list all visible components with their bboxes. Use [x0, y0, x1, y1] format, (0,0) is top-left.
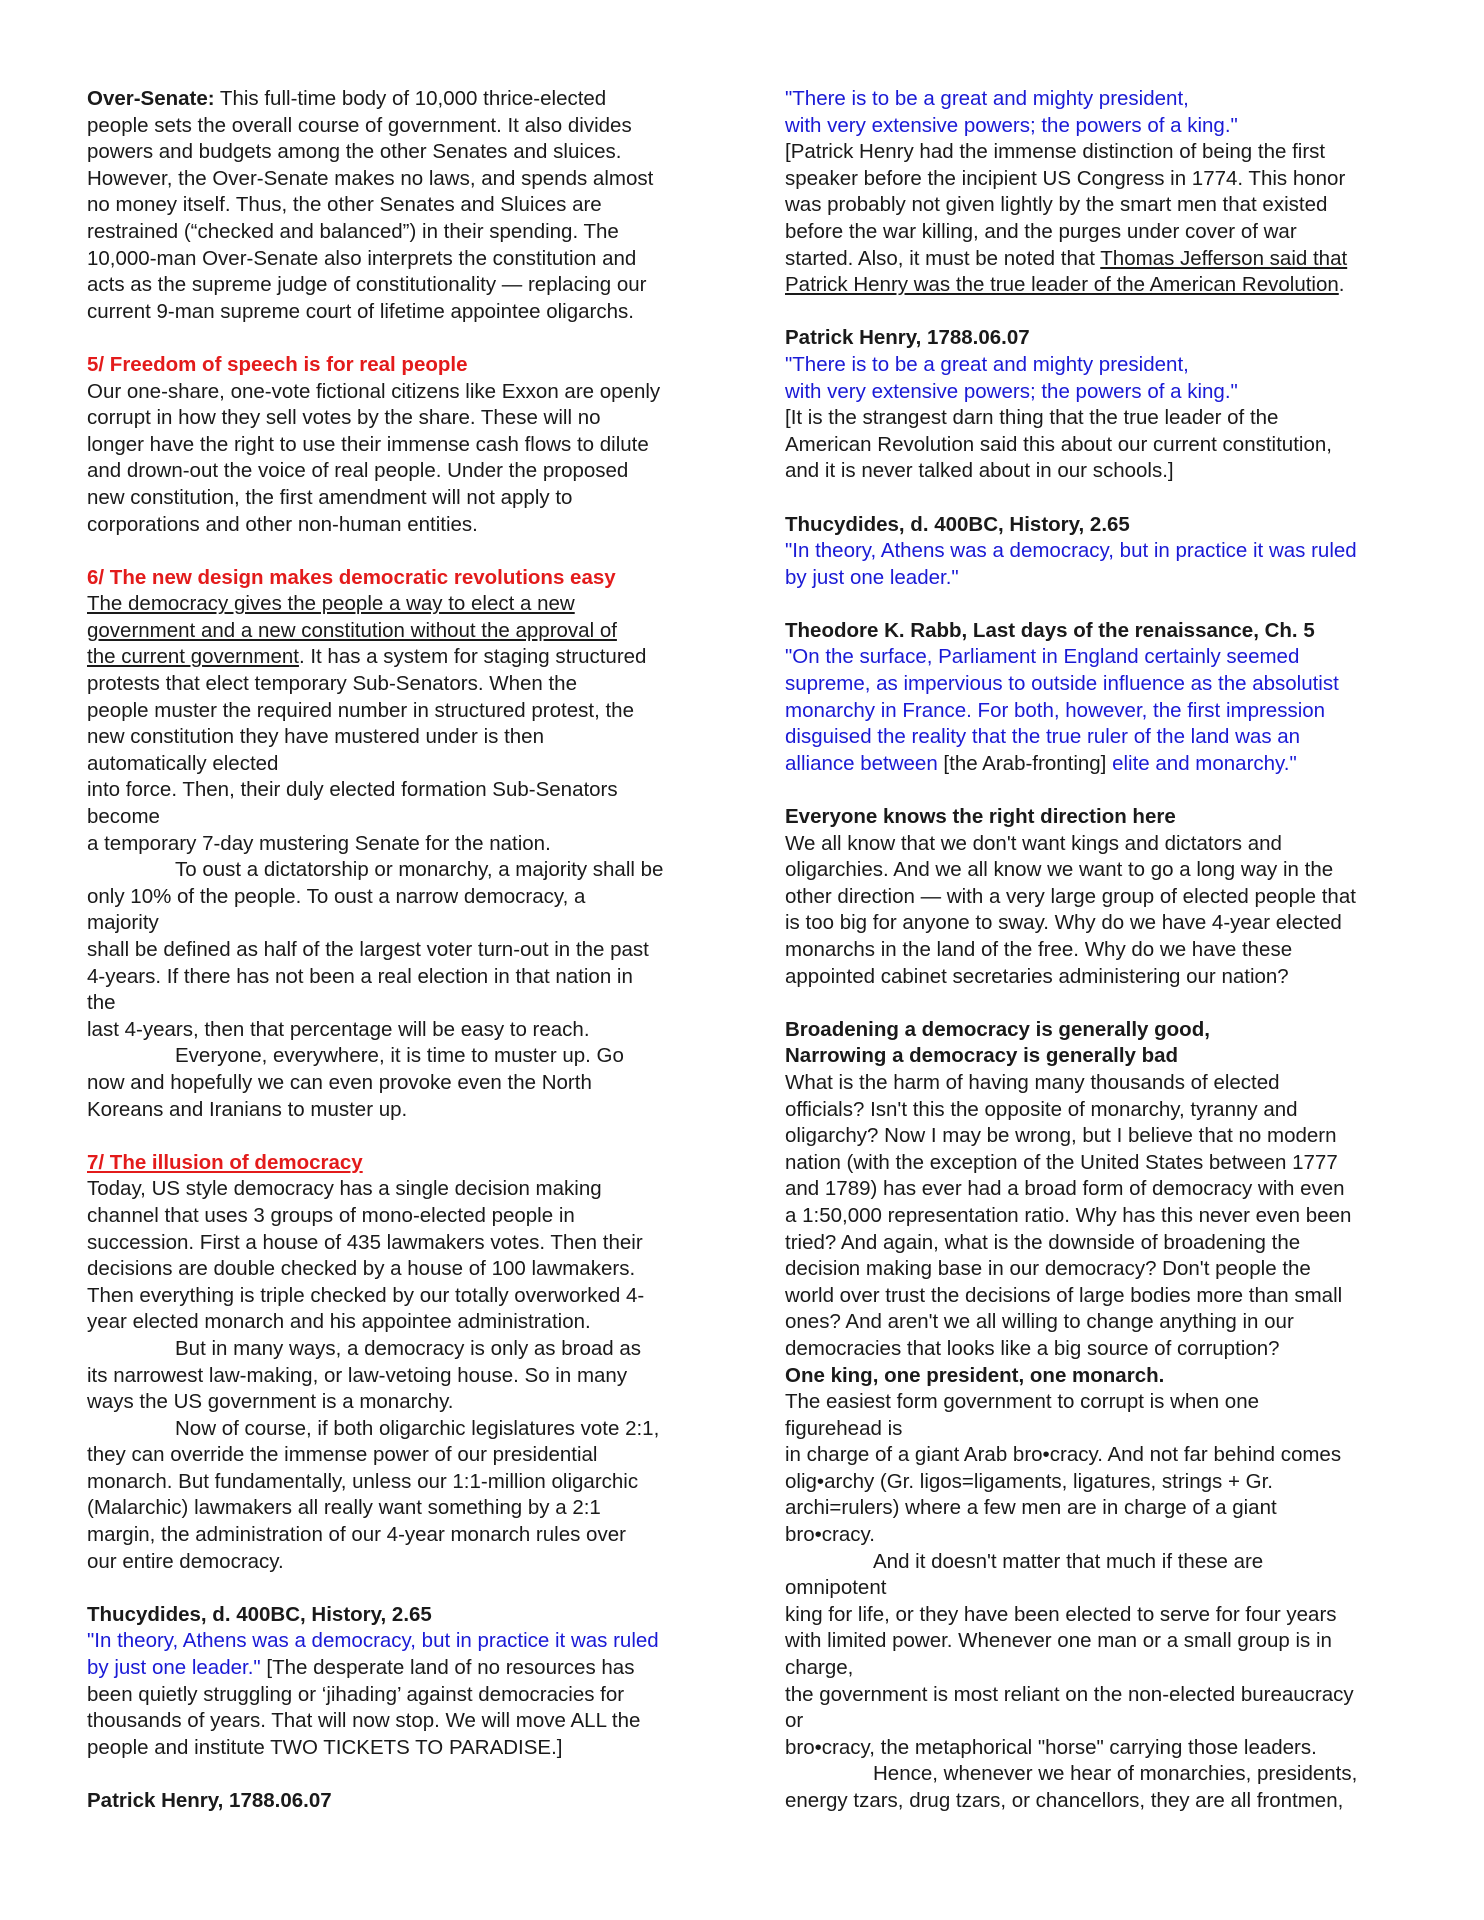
text-line: ones? And aren't we all willing to change anything in our [785, 1310, 1294, 1334]
indented-text: But in many ways, a democracy is only as broad as [175, 1336, 642, 1360]
text-line: succession. First a house of 435 lawmakers votes. Then their [87, 1230, 643, 1254]
text-line: 4-years. If there has not been a real election in that nation in [87, 964, 633, 988]
text-line: We all know that we don't want kings and dictators and [785, 831, 1282, 855]
text-line: archi=rulers) where a few men are in charge of a giant [785, 1496, 1277, 1520]
text-line: speaker before the incipient US Congress in 1774. This honor [785, 166, 1346, 190]
text-line: last 4-years, then that percentage will be easy to reach. [87, 1017, 590, 1041]
text-line: current 9-man supreme court of lifetime appointee oligarchs. [87, 299, 634, 323]
text-span: started. Also, it must be noted that [785, 246, 1101, 270]
text-line [87, 1416, 712, 1443]
text-line: before the war killing, and the purges under cover of war [785, 219, 1297, 243]
patrick-henry-citation: Patrick Henry, 1788.06.07 [785, 326, 1030, 350]
text-line: a temporary 7-day mustering Senate for the nation. [87, 831, 551, 855]
over-senate-term: Over-Senate: [87, 87, 215, 110]
underlined-line: government and a new constitution without the approval of [87, 618, 617, 642]
text-line: and 1789) has ever had a broad form of democracy with even [785, 1177, 1345, 1201]
text-line: corrupt in how they sell votes by the share. These will no [87, 406, 601, 430]
text-line [87, 1655, 712, 1682]
text-line: and it is never talked about in our schools.] [785, 459, 1174, 483]
text-line: protests that elect temporary Sub-Senators. When the [87, 672, 577, 696]
quote-line: monarchy in France. For both, however, the first impression [785, 698, 1326, 722]
text-line: democracies that looks like a big source of corruption? [785, 1336, 1280, 1360]
text-line [87, 857, 712, 884]
underlined-text: Thomas Jefferson said that [1100, 246, 1348, 270]
text-line: its narrowest law-making, or law-vetoing house. So in many [87, 1363, 628, 1387]
quote-line: "There is to be a great and mighty president, [785, 352, 1189, 376]
text-line: majority [87, 911, 159, 935]
text-line: the [87, 991, 116, 1015]
text-line: new constitution, the first amendment will not apply to [87, 485, 573, 509]
text-line [87, 644, 712, 671]
text-line: Our one-share, one-vote fictional citizens like Exxon are openly [87, 379, 661, 403]
quote-text: by just one leader." [87, 1656, 261, 1680]
quote-line: "In theory, Athens was a democracy, but in practice it was ruled [87, 1629, 659, 1653]
text-line: automatically elected [87, 751, 279, 775]
underlined-line: The democracy gives the people a way to elect a new [87, 592, 575, 616]
text-line: What is the harm of having many thousands of elected [785, 1070, 1280, 1094]
text-line: oligarchy? Now I may be wrong, but I believe that no modern [785, 1124, 1337, 1148]
right-column [785, 86, 1410, 1815]
text-line: was probably not given lightly by the smart men that existed [785, 193, 1328, 217]
rabb-citation: Theodore K. Rabb, Last days of the renaissance, Ch. 5 [785, 618, 1315, 642]
quote-line [785, 751, 1410, 778]
text-line: tried? And again, what is the downside of broadening the [785, 1230, 1301, 1254]
quote-line: "On the surface, Parliament in England certainly seemed [785, 645, 1300, 669]
text-line: Koreans and Iranians to muster up. [87, 1097, 408, 1121]
text-line: restrained (“checked and balanced”) in their spending. The [87, 219, 619, 243]
text-line: a 1:50,000 representation ratio. Why has this never even been [785, 1203, 1352, 1227]
text-line: people sets the overall course of government. It also divides [87, 113, 632, 137]
text-line: in charge of a giant Arab bro•cracy. And not far behind comes [785, 1443, 1342, 1467]
over-senate-paragraph [87, 86, 712, 113]
text-line: appointed cabinet secretaries administering our nation? [785, 964, 1289, 988]
right-direction-heading: Everyone knows the right direction here [785, 805, 1176, 829]
text-line: monarch. But fundamentally, unless our 1:1-million oligarchic [87, 1469, 639, 1493]
text-line: bro•cracy. [785, 1523, 875, 1547]
quote-text: elite and monarchy." [1106, 751, 1297, 775]
text-line: channel that uses 3 groups of mono-elected people in [87, 1203, 575, 1227]
text-line: shall be defined as half of the largest voter turn-out in the past [87, 938, 649, 961]
text-line: olig•archy (Gr. ligos=ligaments, ligatures, strings + Gr. [785, 1469, 1273, 1493]
text-line: they can override the immense power of our presidential [87, 1443, 598, 1467]
text-line [87, 1043, 712, 1070]
text-line: monarchs in the land of the free. Why do we have these [785, 938, 1293, 961]
text-line: nation (with the exception of the United States between 1777 [785, 1150, 1338, 1174]
text-line [785, 246, 1410, 273]
text-line: no money itself. Thus, the other Senates and Sluices are [87, 193, 602, 217]
text-line: American Revolution said this about our current constitution, [785, 432, 1332, 456]
text-line: powers and budgets among the other Senates and sluices. [87, 140, 622, 164]
quote-line: disguised the reality that the true ruler of the land was an [785, 725, 1301, 749]
indented-text: Hence, whenever we hear of monarchies, presidents, [873, 1762, 1358, 1786]
text-line: omnipotent [785, 1576, 887, 1600]
text-line: officials? Isn't this the opposite of monarchy, tyranny and [785, 1097, 1298, 1121]
text-line: is too big for anyone to sway. Why do we have 4-year elected [785, 911, 1342, 935]
text-line: longer have the right to use their immense cash flows to dilute [87, 432, 649, 456]
text-line: The easiest form government to corrupt is when one [785, 1390, 1260, 1414]
one-king-heading: One king, one president, one monarch. [785, 1363, 1165, 1387]
quote-line: "In theory, Athens was a democracy, but in practice it was ruled [785, 539, 1357, 563]
text-span: [The desperate land of no resources has [260, 1656, 635, 1680]
indented-text: Everyone, everywhere, it is time to muster up. Go [175, 1044, 624, 1068]
text-line: decisions are double checked by a house of 100 lawmakers. [87, 1257, 636, 1281]
text-line: other direction — with a very large group of elected people that [785, 884, 1356, 908]
left-column [87, 86, 712, 1815]
text-line [785, 272, 1410, 299]
section-6-heading: 6/ The new design makes democratic revolutions easy [87, 565, 616, 589]
text-line: year elected monarch and his appointee administration. [87, 1310, 591, 1334]
quote-line: supreme, as impervious to outside influence as the absolutist [785, 672, 1339, 696]
thucydides-citation: Thucydides, d. 400BC, History, 2.65 [785, 512, 1130, 536]
text-span: . [1338, 273, 1345, 297]
text-line: with limited power. Whenever one man or a small group is in [785, 1629, 1332, 1653]
quote-text: alliance between [785, 751, 944, 775]
underlined-text: Patrick Henry was the true leader of the American Revolution [785, 273, 1339, 297]
text-line: now and hopefully we can even provoke even the North [87, 1070, 592, 1094]
text-line: figurehead is [785, 1416, 903, 1440]
text-line: energy tzars, drug tzars, or chancellors, they are all frontmen, [785, 1789, 1344, 1812]
text-line: the government is most reliant on the non-elected bureaucracy [785, 1682, 1354, 1706]
text-line: only 10% of the people. To oust a narrow democracy, a [87, 884, 586, 908]
broadening-heading: Broadening a democracy is generally good, [785, 1017, 1210, 1041]
thucydides-citation: Thucydides, d. 400BC, History, 2.65 [87, 1602, 432, 1626]
text-line [785, 1549, 1410, 1576]
quote-line: by just one leader." [785, 565, 959, 589]
text-line: new constitution they have mustered under is then [87, 725, 544, 749]
indented-text: To oust a dictatorship or monarchy, a majority shall be [175, 858, 664, 882]
text-line: king for life, or they have been elected to serve for four years [785, 1602, 1337, 1626]
text-line: However, the Over-Senate makes no laws, and spends almost [87, 166, 654, 190]
text-line: Then everything is triple checked by our totally overworked 4- [87, 1283, 645, 1307]
text-line: acts as the supreme judge of constitutionality — replacing our [87, 273, 647, 297]
patrick-henry-citation: Patrick Henry, 1788.06.07 [87, 1789, 332, 1812]
text-line [87, 1336, 712, 1363]
text-line: charge, [785, 1656, 854, 1680]
text-line: been quietly struggling or ‘jihading’ against democracies for [87, 1682, 625, 1706]
text-line: ways the US government is a monarchy. [87, 1390, 454, 1414]
text-line: (Malarchic) lawmakers all really want something by a 2:1 [87, 1496, 601, 1520]
text-line: margin, the administration of our 4-year monarch rules over [87, 1523, 626, 1547]
text-span: . It has a system for staging structured [298, 645, 647, 669]
text-line: or [785, 1709, 804, 1733]
text-line: our entire democracy. [87, 1549, 284, 1573]
text-line: and drown-out the voice of real people. Under the proposed [87, 459, 629, 483]
text-line: This full-time body of 10,000 thrice-elected [214, 87, 607, 110]
text-line: world over trust the decisions of large bodies more than small [785, 1283, 1343, 1307]
section-5-heading: 5/ Freedom of speech is for real people [87, 352, 468, 376]
bracket-insertion: [the Arab-fronting] [943, 751, 1107, 775]
text-line: become [87, 805, 160, 829]
underlined-text: the current government [87, 645, 299, 669]
text-line: bro•cracy, the metaphorical "horse" carrying those leaders. [785, 1735, 1317, 1759]
text-line: people and institute TWO TICKETS TO PARADISE.] [87, 1735, 563, 1759]
text-line [785, 1761, 1410, 1788]
quote-line: "There is to be a great and mighty president, [785, 87, 1189, 110]
text-line: oligarchies. And we all know we want to go a long way in the [785, 858, 1334, 882]
text-line: people muster the required number in structured protest, the [87, 698, 634, 722]
text-line: thousands of years. That will now stop. We will move ALL the [87, 1709, 641, 1733]
text-line: decision making base in our democracy? Don't people the [785, 1257, 1311, 1281]
quote-line: with very extensive powers; the powers of a king." [785, 113, 1238, 137]
text-line: Today, US style democracy has a single decision making [87, 1177, 602, 1201]
text-line: [It is the strangest darn thing that the true leader of the [785, 406, 1279, 430]
text-line: 10,000-man Over-Senate also interprets the constitution and [87, 246, 637, 270]
indented-text: And it doesn't matter that much if these are [873, 1549, 1264, 1573]
text-line: corporations and other non-human entities. [87, 512, 478, 536]
indented-text: Now of course, if both oligarchic legislatures vote 2:1, [175, 1416, 660, 1440]
section-7-heading: 7/ The illusion of democracy [87, 1150, 363, 1174]
text-line: into force. Then, their duly elected formation Sub-Senators [87, 778, 618, 802]
narrowing-heading: Narrowing a democracy is generally bad [785, 1044, 1179, 1068]
quote-line: with very extensive powers; the powers of a king." [785, 379, 1238, 403]
text-line: [Patrick Henry had the immense distinction of being the first [785, 140, 1326, 164]
